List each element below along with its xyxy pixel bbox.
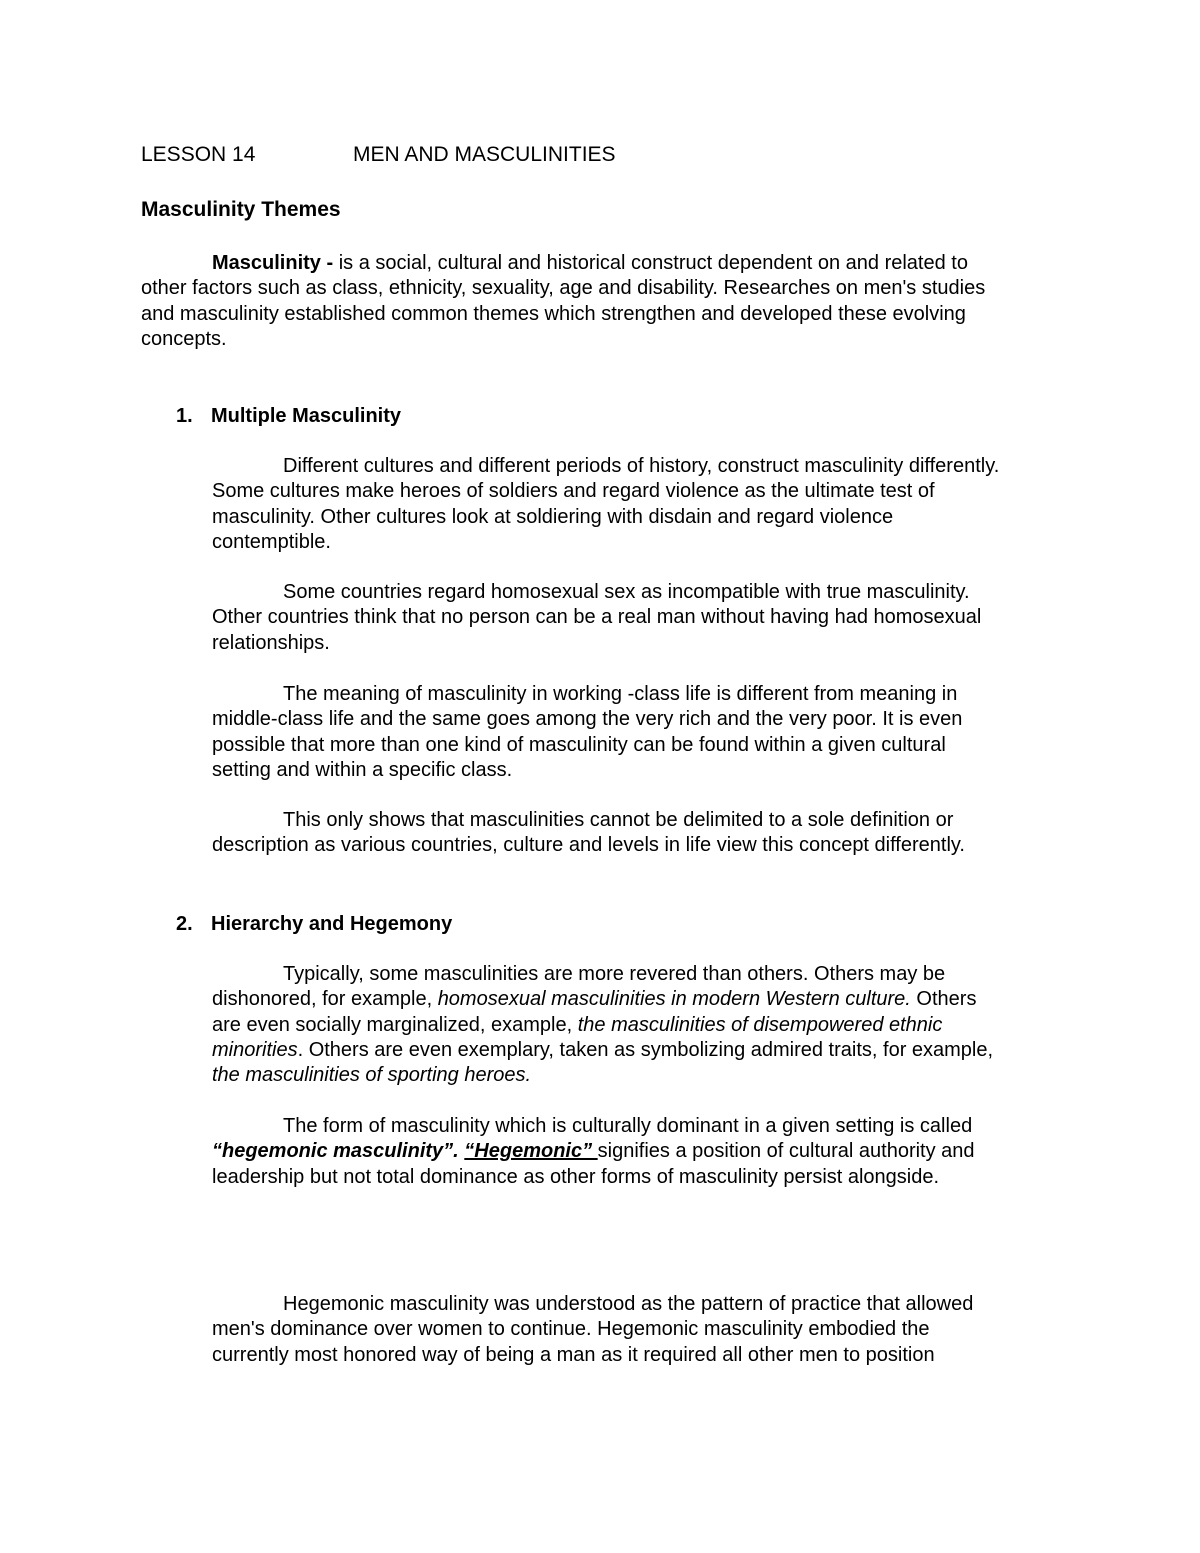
definition-paragraph <box>141 251 985 352</box>
paragraph-line: currently most honored way of being a man as it required all other men to position <box>212 1343 935 1366</box>
theme-1-paragraph-3 <box>212 682 962 783</box>
paragraph-line: men's dominance over women to continue. Hegemonic masculinity embodied the <box>212 1318 930 1341</box>
theme-2-paragraph-2 <box>212 1114 975 1190</box>
paragraph-line: contemptible. <box>212 530 331 553</box>
paragraph-line: leadership but not total dominance as other forms of masculinity persist alongside. <box>212 1165 940 1188</box>
definition-term: Masculinity - <box>212 252 334 274</box>
theme-1-paragraph-2 <box>212 580 981 656</box>
paragraph-line: Some cultures make heroes of soldiers and regard violence as the ultimate test of <box>212 480 935 503</box>
paragraph-line: Some countries regard homosexual sex as incompatible with true masculinity. <box>283 581 970 603</box>
paragraph-line: Typically, some masculinities are more revered than others. Others may be <box>283 963 946 985</box>
theme-number: 2. <box>176 913 193 935</box>
italic-example: minorities <box>212 1038 298 1061</box>
hegemonic-term: “Hegemonic” <box>464 1140 598 1163</box>
paragraph-line: This only shows that masculinities cannot be delimited to a sole definition or <box>283 809 954 831</box>
paragraph-line: description as various countries, culture and levels in life view this concept differently. <box>212 834 965 857</box>
paragraph-line: Different cultures and different periods of history, construct masculinity differently. <box>283 455 1000 477</box>
italic-example: homosexual masculinities in modern Western culture. <box>437 988 911 1011</box>
theme-number: 1. <box>176 405 193 427</box>
paragraph-line: The form of masculinity which is culturally dominant in a given setting is called <box>283 1115 973 1137</box>
lesson-label: LESSON 14 <box>141 143 256 166</box>
paragraph-line: dishonored, for example, homosexual masculinities in modern Western culture. Others <box>212 988 977 1011</box>
paragraph-line: possible that more than one kind of masculinity can be found within a given cultural <box>212 733 946 756</box>
paragraph-line: The meaning of masculinity in working -class life is different from meaning in <box>283 683 958 705</box>
paragraph-line: middle-class life and the same goes among the very rich and the very poor. It is even <box>212 708 963 731</box>
paragraph-line: and masculinity established common themes which strengthen and developed these evolving <box>141 302 966 325</box>
theme-title: Hierarchy and Hegemony <box>211 913 453 935</box>
lesson-topic: MEN AND MASCULINITIES <box>353 143 616 166</box>
paragraph-line: concepts. <box>141 327 227 350</box>
paragraph-line: Hegemonic masculinity was understood as the pattern of practice that allowed <box>283 1293 974 1315</box>
paragraph-line: setting and within a specific class. <box>212 758 513 781</box>
theme-2-paragraph-1 <box>212 962 993 1088</box>
theme-title: Multiple Masculinity <box>211 405 402 427</box>
paragraph-line: are even socially marginalized, example, the masculinities of disempowered ethnic <box>212 1013 943 1036</box>
paragraph-line: “hegemonic masculinity”. “Hegemonic” signifies a position of cultural authority and <box>212 1140 975 1163</box>
paragraph-line: relationships. <box>212 631 330 654</box>
theme-1-paragraph-1 <box>212 454 999 555</box>
italic-example: the masculinities of sporting heroes. <box>212 1064 532 1087</box>
theme-1-paragraph-4 <box>212 808 965 859</box>
section-heading: Masculinity Themes <box>141 198 341 221</box>
hegemonic-masculinity-term: “hegemonic masculinity”. <box>212 1140 465 1163</box>
paragraph-line: minorities. Others are even exemplary, taken as symbolizing admired traits, for example, <box>212 1038 994 1061</box>
paragraph-line: masculinity. Other cultures look at soldiering with disdain and regard violence <box>212 505 894 528</box>
paragraph-line: other factors such as class, ethnicity, sexuality, age and disability. Researches on men's studies <box>141 277 986 300</box>
paragraph-line: Other countries think that no person can be a real man without having had homosexual <box>212 606 982 629</box>
theme-2-paragraph-3 <box>212 1292 973 1368</box>
paragraph-line: Masculinity - is a social, cultural and historical construct dependent on and related to <box>212 252 968 274</box>
italic-example: the masculinities of disempowered ethnic <box>577 1013 943 1036</box>
paragraph-line <box>212 1063 993 1088</box>
